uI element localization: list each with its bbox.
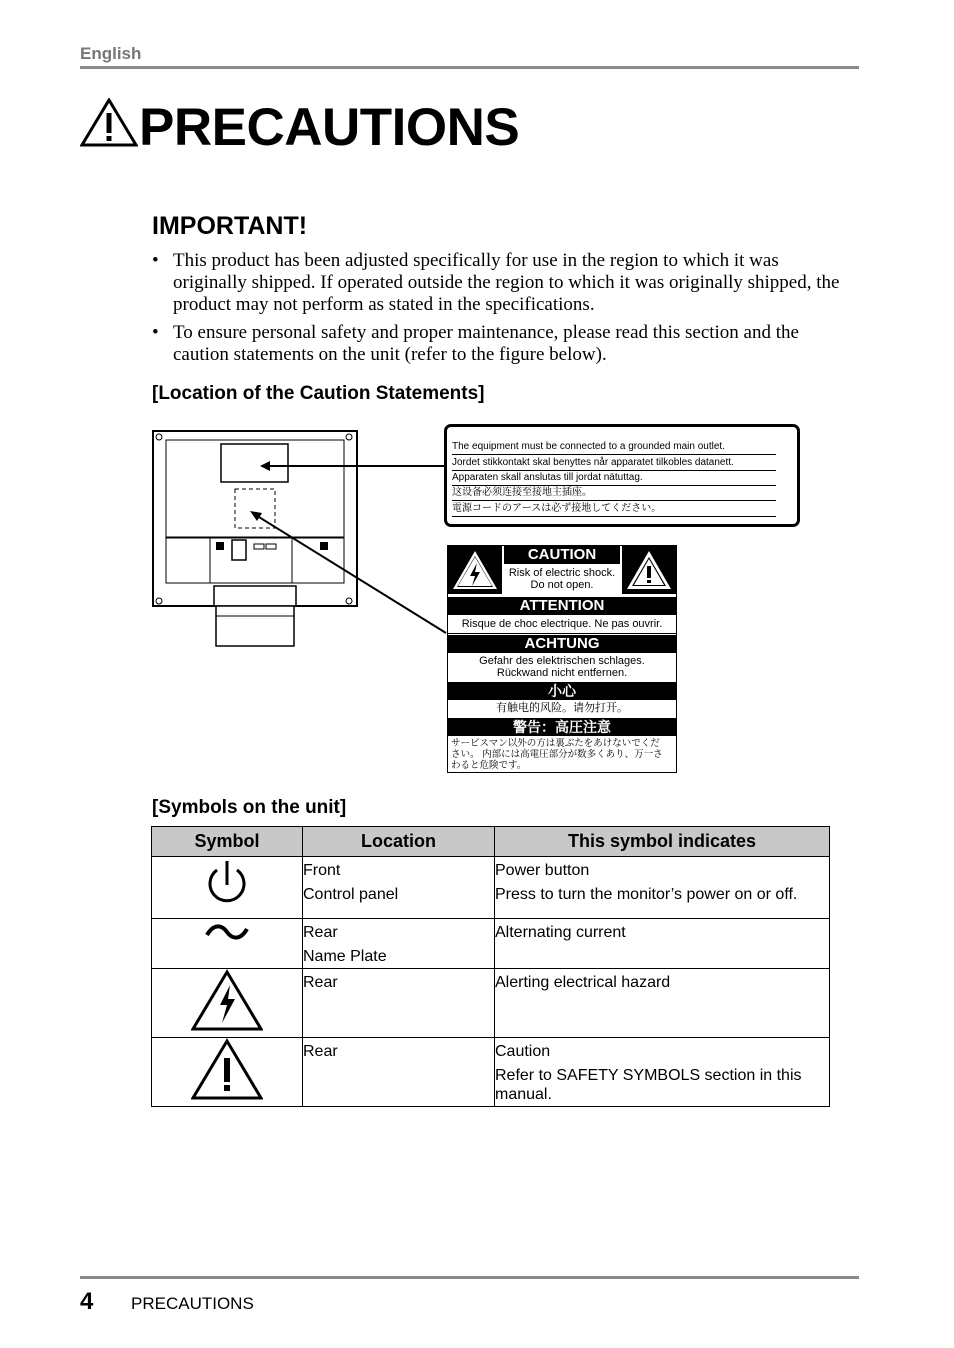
column-header: This symbol indicates xyxy=(495,827,830,857)
label-caution-text: Risk of electric shock. Do not open. xyxy=(508,567,616,591)
list-item: • To ensure personal safety and proper maintenance, please read this section and the caution statements on the unit (refer to the figure below). xyxy=(152,322,799,365)
alternating-current-icon xyxy=(204,919,250,945)
indicates-cell: Alerting electrical hazard xyxy=(495,969,830,1038)
location-cell: Rear xyxy=(303,969,495,1038)
important-list xyxy=(152,250,852,372)
notice-line: The equipment must be connected to a grounded main outlet. xyxy=(452,440,776,455)
location-cell: Rear Name Plate xyxy=(303,919,495,969)
label-achtung-band: ACHTUNG xyxy=(448,635,676,653)
table-row xyxy=(152,969,830,1038)
power-icon xyxy=(204,857,250,907)
notice-line: 電源コードのアースは必ず接地してください。 xyxy=(452,502,776,517)
bottom-divider xyxy=(80,1276,859,1279)
notice-line: Jordet stikkontakt skal benyttes når apparatet tilkobles datanett. xyxy=(452,456,776,471)
label-keikoku-band: 警告：高圧注意 xyxy=(448,718,676,736)
location-cell: Rear xyxy=(303,1038,495,1107)
footer-section-title: PRECAUTIONS xyxy=(131,1294,254,1313)
table-row xyxy=(152,1038,830,1107)
caution-icon xyxy=(191,1038,263,1100)
symbol-cell xyxy=(152,857,303,919)
electrical-hazard-icon xyxy=(448,546,502,594)
electrical-hazard-icon xyxy=(191,969,263,1031)
page-title: PRECAUTIONS xyxy=(139,98,520,157)
label-caution-box xyxy=(622,546,676,594)
symbols-table xyxy=(151,826,830,1107)
label-hazard-box xyxy=(448,546,502,594)
warning-triangle-icon xyxy=(80,98,138,148)
table-row xyxy=(152,919,830,969)
page-number: 4 xyxy=(80,1288,94,1315)
list-item: • This product has been adjusted specifically for use in the region to which it was originally shipped. If operated outside the region to which it was originally shipped, the product may not perform as stated in the specifications. xyxy=(152,250,840,315)
caution-location-heading: [Location of the Caution Statements] xyxy=(152,383,485,404)
column-header: Location xyxy=(303,827,495,857)
symbols-heading: [Symbols on the unit] xyxy=(152,797,347,818)
symbol-cell xyxy=(152,969,303,1038)
location-cell: Front Control panel xyxy=(303,857,495,919)
indicates-cell: Caution Refer to SAFETY SYMBOLS section in this manual. xyxy=(495,1038,830,1107)
column-header: Symbol xyxy=(152,827,303,857)
pointer-arrows xyxy=(250,455,450,640)
indicates-cell: Power button Press to turn the monitor’s power on or off. xyxy=(495,857,830,919)
label-attention-text: Risque de choc electrique. Ne pas ouvrir. xyxy=(448,618,676,634)
caution-label xyxy=(447,545,677,773)
label-keikoku-text: サービスマン以外の方は裏ぶたをあけないでくだ さい。 内部には高電圧部分が数多くあり、万一さ わると危険です。 xyxy=(451,738,663,771)
label-achtung-text: Gefahr des elektrischen schlages. Rückwand nicht entfernen. xyxy=(479,655,645,679)
notice-line: 这设备必须连接至接地主插座。 xyxy=(452,486,776,501)
table-row xyxy=(152,857,830,919)
top-divider xyxy=(80,66,859,69)
symbol-cell xyxy=(152,1038,303,1107)
table-header-row xyxy=(152,827,830,857)
label-xiaoxin-text: 有触电的风险。请勿打开。 xyxy=(496,702,628,714)
label-xiaoxin-band: 小心 xyxy=(448,682,676,700)
label-caution-band: CAUTION xyxy=(504,546,620,564)
notice-line: Apparaten skall anslutas till jordat nätuttag. xyxy=(452,471,776,486)
caution-icon xyxy=(622,546,676,594)
label-attention-band: ATTENTION xyxy=(448,597,676,615)
symbol-cell xyxy=(152,919,303,969)
indicates-cell: Alternating current xyxy=(495,919,830,969)
important-heading: IMPORTANT! xyxy=(152,212,308,240)
language-label: English xyxy=(80,44,142,63)
